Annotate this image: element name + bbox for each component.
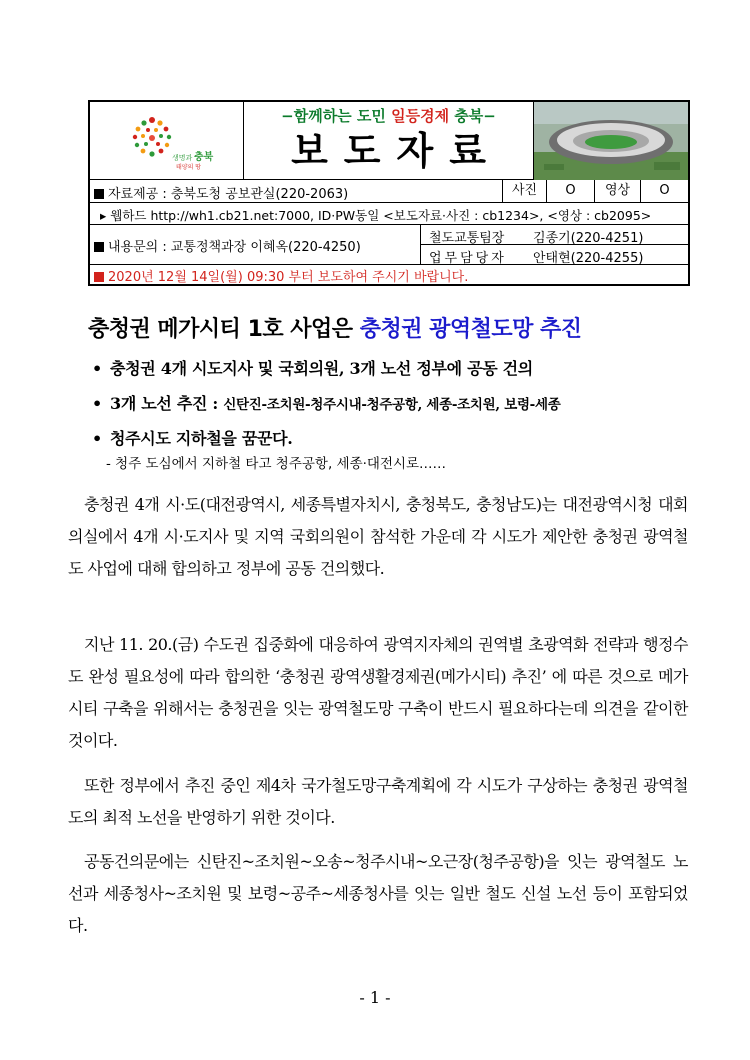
page-number: - 1 - bbox=[359, 988, 391, 1007]
body-paragraph bbox=[68, 489, 688, 585]
chungbuk-logo-icon bbox=[90, 102, 244, 180]
paragraph-text: 지난 11. 20.(금) 수도권 집중화에 대응하여 광역지자체의 권역별 초광역화 전략과 행정수도 완성 필요성에 따라 합의한 ‘충청권 광역생활경제권(메가시티) 추진’ 에 따른 것으로 메가시티 구축을 위해서는 충청권을 잇는 광역철도망 구축이 반드시 필요하다는데 의견을 같이한 것이다. bbox=[68, 635, 688, 750]
body-paragraph bbox=[68, 770, 688, 834]
bullet-text: 충청권 4개 시도지사 및 국회의원, 3개 노선 정부에 공동 건의 bbox=[110, 359, 533, 378]
paragraph-text: 공동건의문에는 신탄진~조치원~오송~청주시내~오근장(청주공항)을 잇는 광역철도 노선과 세종청사~조치원 및 보령~공주~세종청사를 잇는 일반 철도 신설 노선 등이 포함되었다. bbox=[68, 852, 688, 935]
bullet-text: 청주시도 지하철을 꿈꾼다. bbox=[110, 429, 293, 448]
svg-text:충북: 충북 bbox=[194, 152, 214, 163]
headline bbox=[88, 312, 688, 343]
square-marker-icon bbox=[94, 189, 104, 199]
provider-row bbox=[90, 180, 688, 203]
title-cell bbox=[244, 102, 534, 180]
headline-highlight: 충청권 광역철도망 추진 bbox=[359, 317, 582, 342]
bullet-item bbox=[92, 426, 293, 449]
slogan-highlight: 일등경제 bbox=[391, 107, 450, 125]
square-marker-icon bbox=[94, 272, 104, 282]
photo-value: O bbox=[546, 180, 594, 202]
chungbuk-logo bbox=[90, 102, 244, 180]
contact-lead-name: 김종기(220-4251) bbox=[533, 231, 644, 246]
embargo-notice: 2020년 12월 14일(월) 09:30 부터 보도하여 주시기 바랍니다. bbox=[108, 270, 469, 285]
bullet-item bbox=[92, 356, 533, 379]
photo-label: 사진 bbox=[502, 180, 546, 202]
contact-staff-name: 안태현(220-4255) bbox=[533, 251, 644, 266]
stadium-photo bbox=[534, 102, 688, 180]
press-release-header bbox=[88, 100, 690, 286]
square-marker-icon bbox=[94, 242, 104, 252]
slogan-post: 충북− bbox=[449, 107, 496, 125]
body-paragraph bbox=[68, 629, 688, 757]
contact-lead-role: 철도교통팀장 bbox=[429, 231, 505, 246]
paragraph-text: 또한 정부에서 추진 중인 제4차 국가철도망구축계획에 각 시도가 구상하는 충청권 광역철도의 최적 노선을 반영하기 위한 것이다. bbox=[68, 776, 688, 827]
page-title: 보도자료 bbox=[291, 128, 502, 173]
body-paragraph bbox=[68, 846, 688, 942]
slogan-pre: −함께하는 도민 bbox=[281, 107, 392, 125]
contact-persons bbox=[420, 225, 688, 265]
header-top-row bbox=[90, 102, 688, 180]
stadium-photo-image bbox=[534, 102, 688, 180]
paragraph-text: 충청권 4개 시·도(대전광역시, 세종특별자치시, 충청북도, 충청남도)는 대전광역시청 대회의실에서 4개 시·도지사 및 지역 국회의원이 참석한 가운데 각 시도가 제안한 충청권 광역철도 사업에 대해 합의하고 정부에 공동 건의했다. bbox=[68, 495, 688, 578]
webhard-row bbox=[90, 203, 688, 225]
svg-text:태양의 땅: 태양의 땅 bbox=[176, 164, 202, 171]
provider-label: 자료제공 : 충북도청 공보관실(220-2063) bbox=[108, 187, 349, 202]
headline-main: 충청권 메가시티 1호 사업은 bbox=[88, 317, 360, 342]
bullet-dot-icon: • bbox=[92, 359, 102, 378]
webhard-link[interactable]: ▸ 웹하드 http://wh1.cb21.net:7000, ID·PW동일 <보도자료·사진 : cb1234>, <영상 : cb2095> bbox=[100, 208, 652, 223]
contact-staff-role: 업무담당자 bbox=[429, 251, 507, 266]
contact-staff bbox=[421, 245, 689, 265]
slogan bbox=[244, 105, 533, 126]
video-label: 영상 bbox=[594, 180, 640, 202]
bullet-dot-icon: • bbox=[92, 429, 102, 448]
contact-row bbox=[90, 225, 688, 265]
video-value: O bbox=[640, 180, 688, 202]
bullet-text: 3개 노선 추진 : bbox=[110, 394, 224, 413]
contact-label: 내용문의 : 교통정책과장 이혜옥(220-4250) bbox=[108, 240, 361, 255]
embargo-row bbox=[90, 265, 688, 284]
bullet-item bbox=[92, 391, 560, 414]
svg-text:생명과: 생명과 bbox=[172, 154, 193, 162]
bullet-routes: 신탄진-조치원-청주시내-청주공항, 세종-조치원, 보령-세종 bbox=[223, 397, 561, 413]
bullet-dot-icon: • bbox=[92, 394, 102, 413]
sub-note: - 청주 도심에서 지하철 타고 청주공항, 세종·대전시로…… bbox=[106, 456, 447, 472]
contact-lead bbox=[421, 225, 689, 245]
